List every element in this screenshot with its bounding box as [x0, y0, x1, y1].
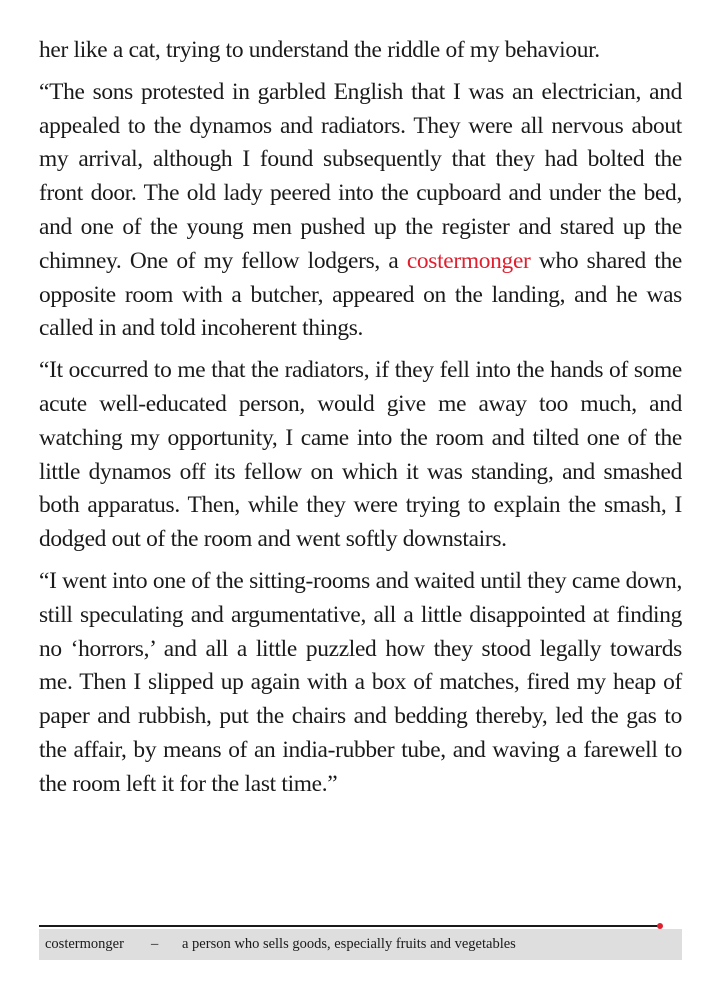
glossary-dash: – [151, 936, 159, 952]
paragraph-2-text-start: “The sons protested in garbled English that I was an electrician, and appealed to the dynamos and radiators. They were all nervous about my arrival, although I found subsequently that they had bolted the front door. The old lady peered into the cupboard and under the bed, and one of the young men pushed up the register and stared up the chimney. One of my fellow lodgers, a [39, 78, 682, 274]
paragraph-4: “I went into one of the sitting-rooms and waited until they came down, still speculating and argumentative, all a little disappointed at finding no ‘horrors,’ and all a little puzzled how they stood legally towards me. Then I slipped up again with a box of matches, fired my heap of paper and rubbish, put the chairs and bedding thereby, led the gas to the affair, by means of an india-rubber tube, and waving a farewell to the room left it for the last time.” [39, 567, 682, 797]
paragraph-1: her like a cat, trying to understand the riddle of my behaviour. [39, 37, 600, 63]
glossary-divider [39, 925, 660, 927]
glossary-term: costermonger [45, 936, 124, 952]
glossary-term-highlight[interactable]: costermonger [406, 247, 531, 274]
paragraph-2 [39, 76, 682, 346]
glossary-box [39, 929, 682, 960]
body-text [39, 34, 682, 810]
paragraph-2-text-end: who shared the opposite room with a butcher, appeared on the landing, and he was called in and told incoherent things. [39, 247, 682, 342]
paragraph-3: “It occurred to me that the radiators, if they fell into the hands of some acute well-educated person, would give me away too much, and watching my opportunity, I came into the room and tilted one of the little dynamos off its fellow on which it was standing, and smashed both apparatus. Then, while they were trying to explain the smash, I dodged out of the room and went softly downstairs. [39, 357, 682, 553]
glossary-definition: a person who sells goods, especially fruits and vegetables [182, 936, 516, 952]
